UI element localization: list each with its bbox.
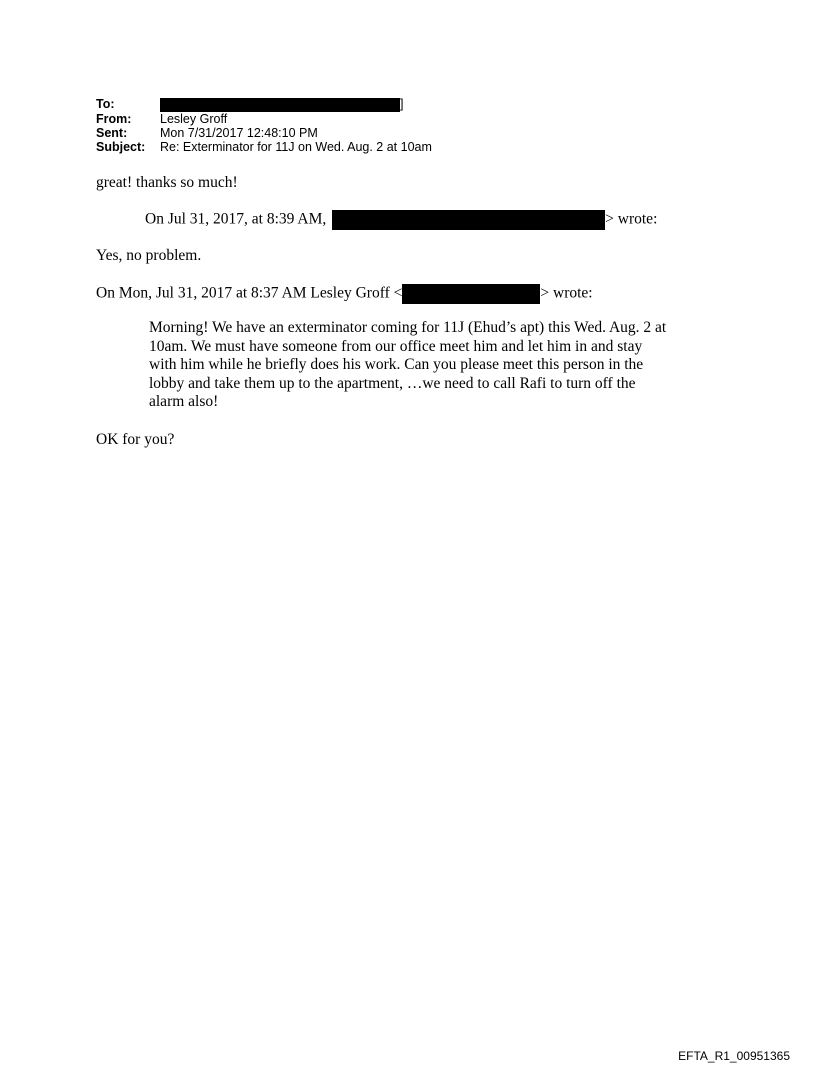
to-bracket: ]	[400, 97, 404, 111]
sent-row	[96, 126, 432, 140]
subject-label: Subject:	[96, 139, 146, 154]
email-header	[96, 97, 432, 154]
quote-header-1-suffix: > wrote:	[605, 210, 658, 228]
subject-value: Re: Exterminator for 11J on Wed. Aug. 2 at 10am	[160, 139, 432, 154]
document-id: EFTA_R1_00951365	[678, 1049, 790, 1063]
to-row	[96, 97, 432, 112]
quote-header-2-prefix: On Mon, Jul 31, 2017 at 8:37 AM Lesley Groff <	[96, 284, 403, 302]
subject-row	[96, 140, 432, 154]
sent-value: Mon 7/31/2017 12:48:10 PM	[160, 125, 318, 140]
quote-header-1	[145, 210, 657, 230]
quote-header-1-prefix: On Jul 31, 2017, at 8:39 AM,	[145, 210, 327, 228]
redaction-bar	[160, 98, 400, 112]
quote-header-2	[96, 284, 593, 304]
reply-line-1: great! thanks so much!	[96, 174, 238, 191]
redaction-bar	[402, 284, 540, 304]
from-label: From:	[96, 111, 132, 126]
from-row	[96, 112, 432, 126]
closing-line: OK for you?	[96, 431, 175, 448]
to-value	[160, 97, 403, 112]
sent-label: Sent:	[96, 125, 128, 140]
from-value: Lesley Groff	[160, 111, 228, 126]
reply-line-2: Yes, no problem.	[96, 247, 202, 264]
quote-header-2-suffix: > wrote:	[540, 284, 593, 302]
quoted-message: Morning! We have an exterminator coming for 11J (Ehud’s apt) this Wed. Aug. 2 at 10am. We must have someone from our office meet him and let him in and stay with him while he briefly does his work. Can you please meet this person in the lobby and take them up to the apartment, …we need to call Rafi to turn off the alarm also!	[149, 319, 667, 410]
redaction-bar	[332, 210, 605, 230]
to-label: To:	[96, 97, 115, 111]
